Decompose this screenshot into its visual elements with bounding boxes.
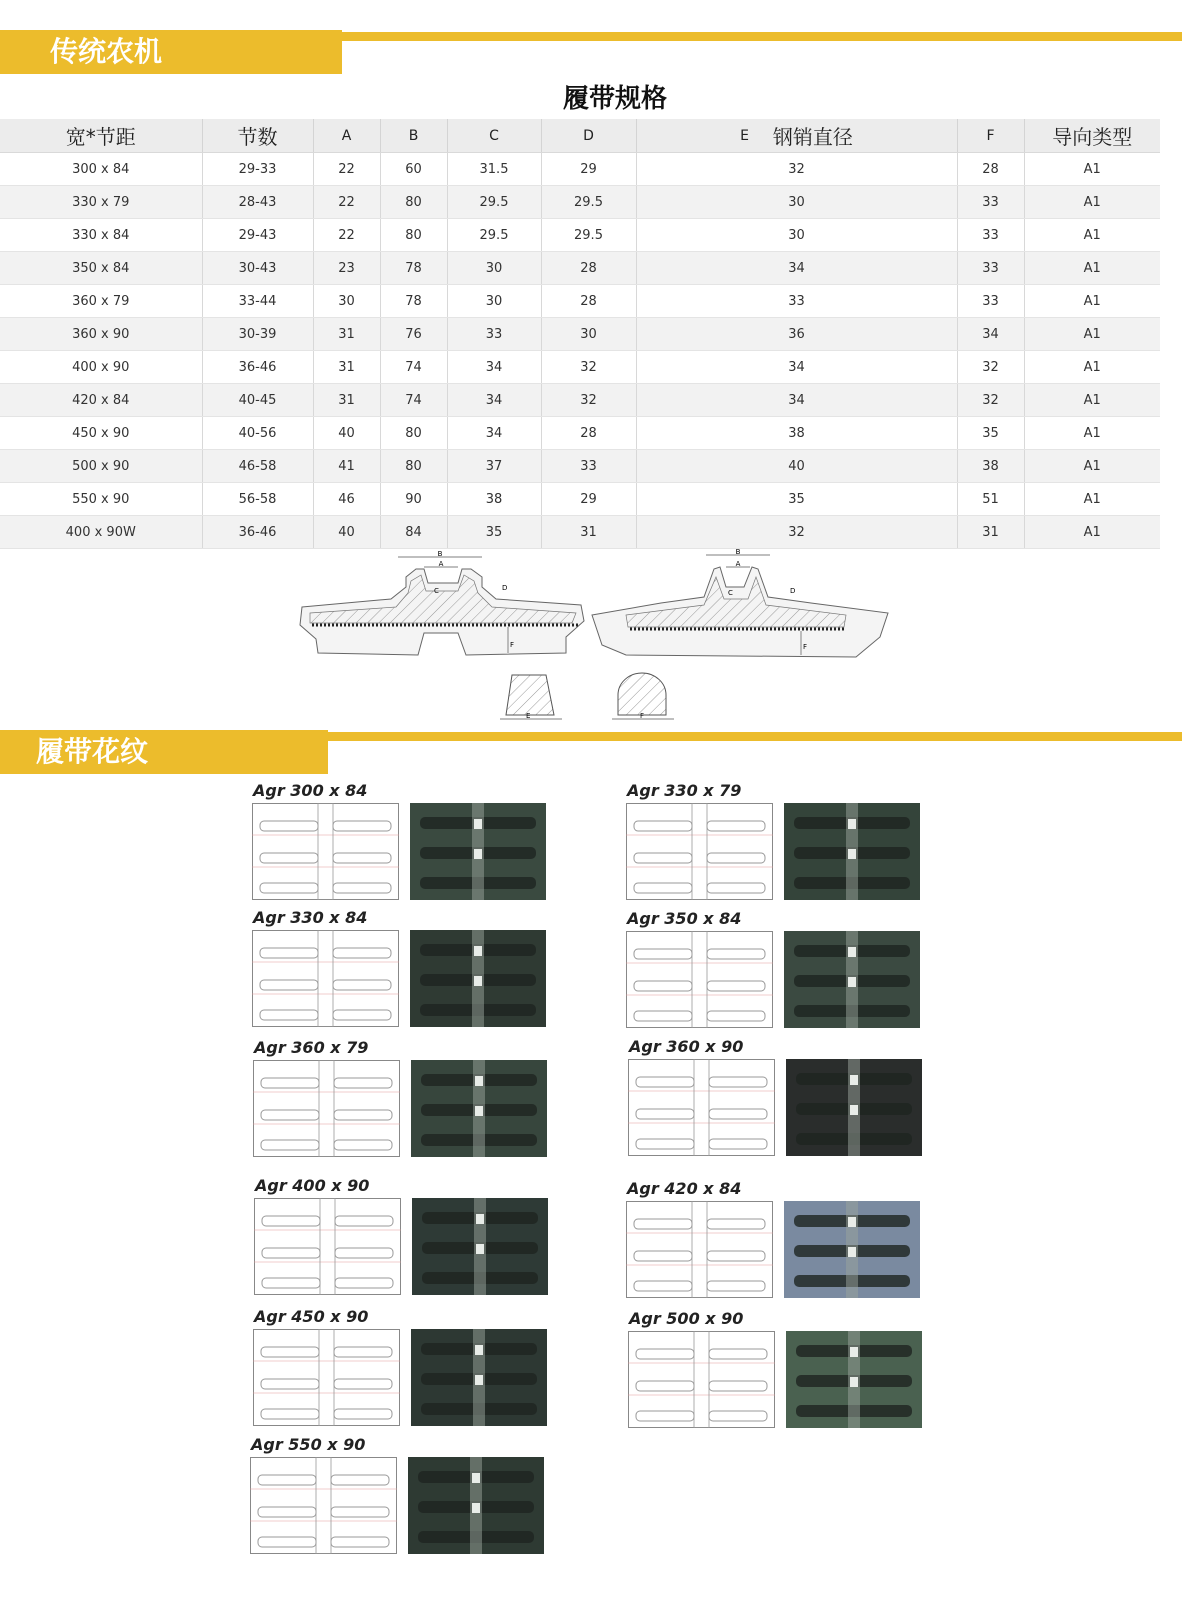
- pattern-drawing: [252, 930, 399, 1027]
- pattern-label: Agr 360 x 90: [629, 1037, 744, 1056]
- cell-c: 38: [447, 483, 541, 516]
- cell-links: 46-58: [202, 450, 313, 483]
- header-a: A: [313, 119, 380, 153]
- guide-shape-trapezoid: [500, 675, 562, 720]
- cell-guide: A1: [1024, 285, 1160, 318]
- cell-c: 34: [447, 351, 541, 384]
- cell-b: 78: [380, 285, 447, 318]
- cell-guide: A1: [1024, 450, 1160, 483]
- cell-b: 80: [380, 450, 447, 483]
- pattern-drawing: [626, 931, 773, 1028]
- pattern-photo: [412, 1198, 548, 1295]
- dim-f-left: F: [510, 641, 515, 649]
- profile-right: [592, 548, 888, 657]
- pattern-label: Agr 330 x 79: [627, 781, 742, 800]
- cell-b: 84: [380, 516, 447, 549]
- pattern-drawing: [626, 1201, 773, 1298]
- cell-b: 74: [380, 384, 447, 417]
- section-title: 传统农机: [0, 30, 342, 74]
- cell-d: 32: [541, 351, 636, 384]
- cell-a: 31: [313, 318, 380, 351]
- cell-guide: A1: [1024, 186, 1160, 219]
- table-row: [0, 252, 1160, 285]
- cell-e: 38: [636, 417, 957, 450]
- cell-c: 33: [447, 318, 541, 351]
- cell-b: 76: [380, 318, 447, 351]
- cell-b: 90: [380, 483, 447, 516]
- table-row: [0, 450, 1160, 483]
- cell-b: 80: [380, 417, 447, 450]
- cell-d: 29: [541, 153, 636, 186]
- cell-c: 37: [447, 450, 541, 483]
- cell-a: 41: [313, 450, 380, 483]
- pattern-label: Agr 500 x 90: [629, 1309, 744, 1328]
- cell-f: 31: [957, 516, 1024, 549]
- cell-d: 28: [541, 285, 636, 318]
- table-row: [0, 384, 1160, 417]
- cell-guide: A1: [1024, 483, 1160, 516]
- pattern-card: [626, 1181, 926, 1306]
- pattern-photo: [786, 1059, 922, 1156]
- header-d: D: [541, 119, 636, 153]
- pattern-card: [253, 1040, 553, 1165]
- cell-f: 32: [957, 351, 1024, 384]
- table-row: [0, 483, 1160, 516]
- cell-f: 33: [957, 252, 1024, 285]
- header-c: C: [447, 119, 541, 153]
- cell-d: 28: [541, 417, 636, 450]
- section-banner-patterns: [0, 730, 1182, 774]
- guide-shape-round: [612, 673, 674, 720]
- cell-a: 22: [313, 153, 380, 186]
- cell-b: 80: [380, 186, 447, 219]
- cell-e: 32: [636, 516, 957, 549]
- cell-guide: A1: [1024, 351, 1160, 384]
- header-pin: 钢销直径: [772, 125, 853, 149]
- cell-links: 30-39: [202, 318, 313, 351]
- dim-a-right: A: [735, 560, 741, 568]
- pattern-card: [253, 1309, 553, 1434]
- pattern-card: [254, 1178, 554, 1303]
- pattern-drawing: [254, 1198, 401, 1295]
- pattern-card: [626, 783, 926, 908]
- cell-size: 400 x 90: [0, 351, 202, 384]
- table-row: [0, 186, 1160, 219]
- cell-guide: A1: [1024, 516, 1160, 549]
- cell-b: 80: [380, 219, 447, 252]
- cell-d: 31: [541, 516, 636, 549]
- table-row: [0, 219, 1160, 252]
- pattern-card: [628, 1039, 928, 1164]
- dim-a-left: A: [438, 560, 444, 568]
- dim-d-right: D: [790, 587, 796, 595]
- cell-a: 40: [313, 516, 380, 549]
- cell-e: 32: [636, 153, 957, 186]
- pattern-photo: [784, 803, 920, 900]
- pattern-card: [626, 911, 926, 1036]
- dim-f-right: F: [803, 643, 808, 651]
- cell-c: 30: [447, 252, 541, 285]
- section-rule: [342, 32, 1182, 41]
- cell-d: 33: [541, 450, 636, 483]
- cell-e: 34: [636, 252, 957, 285]
- pattern-label: Agr 360 x 79: [254, 1038, 369, 1057]
- cell-a: 31: [313, 384, 380, 417]
- pattern-drawing: [628, 1059, 775, 1156]
- cell-guide: A1: [1024, 417, 1160, 450]
- pattern-label: Agr 350 x 84: [627, 909, 742, 928]
- header-b: B: [380, 119, 447, 153]
- table-row: [0, 516, 1160, 549]
- cell-e: 35: [636, 483, 957, 516]
- cell-guide: A1: [1024, 219, 1160, 252]
- cell-size: 500 x 90: [0, 450, 202, 483]
- cell-links: 28-43: [202, 186, 313, 219]
- cell-b: 60: [380, 153, 447, 186]
- cell-e: 40: [636, 450, 957, 483]
- cell-e: 30: [636, 186, 957, 219]
- pattern-photo: [408, 1457, 544, 1554]
- header-guide: 导向类型: [1024, 119, 1160, 153]
- pattern-label: Agr 420 x 84: [627, 1179, 742, 1198]
- spec-table: [0, 119, 1160, 549]
- cell-c: 30: [447, 285, 541, 318]
- cell-d: 30: [541, 318, 636, 351]
- pattern-label: Agr 300 x 84: [253, 781, 368, 800]
- pattern-label: Agr 330 x 84: [253, 908, 368, 927]
- cell-size: 400 x 90W: [0, 516, 202, 549]
- cell-size: 450 x 90: [0, 417, 202, 450]
- cell-links: 36-46: [202, 516, 313, 549]
- pattern-drawing: [250, 1457, 397, 1554]
- cell-size: 350 x 84: [0, 252, 202, 285]
- cell-a: 40: [313, 417, 380, 450]
- pattern-photo: [411, 1060, 547, 1157]
- pattern-card: [250, 1437, 550, 1562]
- cell-c: 35: [447, 516, 541, 549]
- table-row: [0, 417, 1160, 450]
- cell-d: 29: [541, 483, 636, 516]
- pattern-drawing: [253, 1060, 400, 1157]
- cell-links: 29-43: [202, 219, 313, 252]
- pattern-card: [628, 1311, 928, 1436]
- cell-a: 46: [313, 483, 380, 516]
- dim-b-right: B: [735, 548, 741, 556]
- section-title: 履带花纹: [0, 730, 328, 774]
- pattern-card: [252, 783, 552, 908]
- pattern-photo: [784, 931, 920, 1028]
- cell-links: 33-44: [202, 285, 313, 318]
- cell-f: 33: [957, 186, 1024, 219]
- header-size: 宽*节距: [0, 119, 202, 153]
- dim-d-left: D: [502, 584, 508, 592]
- cell-size: 330 x 79: [0, 186, 202, 219]
- spec-table-title: 履带规格: [562, 84, 667, 114]
- cell-f: 35: [957, 417, 1024, 450]
- cell-a: 31: [313, 351, 380, 384]
- pattern-photo: [410, 930, 546, 1027]
- pattern-drawing: [252, 803, 399, 900]
- pattern-label: Agr 400 x 90: [255, 1176, 370, 1195]
- cell-links: 40-56: [202, 417, 313, 450]
- cell-f: 33: [957, 219, 1024, 252]
- cell-size: 300 x 84: [0, 153, 202, 186]
- table-row: [0, 351, 1160, 384]
- cell-guide: A1: [1024, 318, 1160, 351]
- cell-links: 29-33: [202, 153, 313, 186]
- table-row: [0, 318, 1160, 351]
- cell-f: 38: [957, 450, 1024, 483]
- cell-f: 32: [957, 384, 1024, 417]
- profile-left: [300, 550, 584, 655]
- cell-c: 34: [447, 417, 541, 450]
- pattern-label: Agr 550 x 90: [251, 1435, 366, 1454]
- pattern-photo: [784, 1201, 920, 1298]
- pattern-label: Agr 450 x 90: [254, 1307, 369, 1326]
- dim-c-right: C: [728, 589, 733, 597]
- section-rule: [328, 732, 1182, 741]
- pattern-card: [252, 910, 552, 1035]
- cell-size: 420 x 84: [0, 384, 202, 417]
- pattern-drawing: [253, 1329, 400, 1426]
- dim-e: E: [526, 712, 531, 720]
- cell-e: 33: [636, 285, 957, 318]
- dim-f-guide: F: [640, 712, 645, 720]
- header-f: F: [957, 119, 1024, 153]
- cell-guide: A1: [1024, 384, 1160, 417]
- pattern-photo: [786, 1331, 922, 1428]
- cell-links: 30-43: [202, 252, 313, 285]
- dim-c-left: C: [434, 587, 439, 595]
- cell-guide: A1: [1024, 153, 1160, 186]
- cell-c: 31.5: [447, 153, 541, 186]
- cell-a: 22: [313, 186, 380, 219]
- cell-a: 30: [313, 285, 380, 318]
- cell-f: 28: [957, 153, 1024, 186]
- spec-table-header: [0, 119, 1160, 153]
- cell-e: 34: [636, 384, 957, 417]
- cell-d: 29.5: [541, 186, 636, 219]
- cell-d: 29.5: [541, 219, 636, 252]
- cell-size: 360 x 90: [0, 318, 202, 351]
- cell-c: 29.5: [447, 219, 541, 252]
- pattern-drawing: [628, 1331, 775, 1428]
- cell-size: 550 x 90: [0, 483, 202, 516]
- section-banner-traditional: [0, 30, 1182, 74]
- cell-e: 36: [636, 318, 957, 351]
- pattern-photo: [411, 1329, 547, 1426]
- cell-size: 360 x 79: [0, 285, 202, 318]
- cell-size: 330 x 84: [0, 219, 202, 252]
- cell-guide: A1: [1024, 252, 1160, 285]
- table-row: [0, 153, 1160, 186]
- cell-b: 78: [380, 252, 447, 285]
- dim-b-left: B: [437, 550, 443, 558]
- cell-e: 34: [636, 351, 957, 384]
- cell-a: 22: [313, 219, 380, 252]
- cell-b: 74: [380, 351, 447, 384]
- table-row: [0, 285, 1160, 318]
- cell-f: 33: [957, 285, 1024, 318]
- cell-c: 34: [447, 384, 541, 417]
- cell-links: 56-58: [202, 483, 313, 516]
- header-e-pin: [636, 119, 957, 153]
- cell-f: 34: [957, 318, 1024, 351]
- cell-d: 28: [541, 252, 636, 285]
- pattern-photo: [410, 803, 546, 900]
- cell-e: 30: [636, 219, 957, 252]
- header-e: E: [740, 127, 749, 144]
- cell-f: 51: [957, 483, 1024, 516]
- cell-c: 29.5: [447, 186, 541, 219]
- header-links: 节数: [202, 119, 313, 153]
- cell-d: 32: [541, 384, 636, 417]
- cell-links: 36-46: [202, 351, 313, 384]
- pattern-drawing: [626, 803, 773, 900]
- track-profile-diagram: [296, 547, 896, 727]
- cell-links: 40-45: [202, 384, 313, 417]
- cell-a: 23: [313, 252, 380, 285]
